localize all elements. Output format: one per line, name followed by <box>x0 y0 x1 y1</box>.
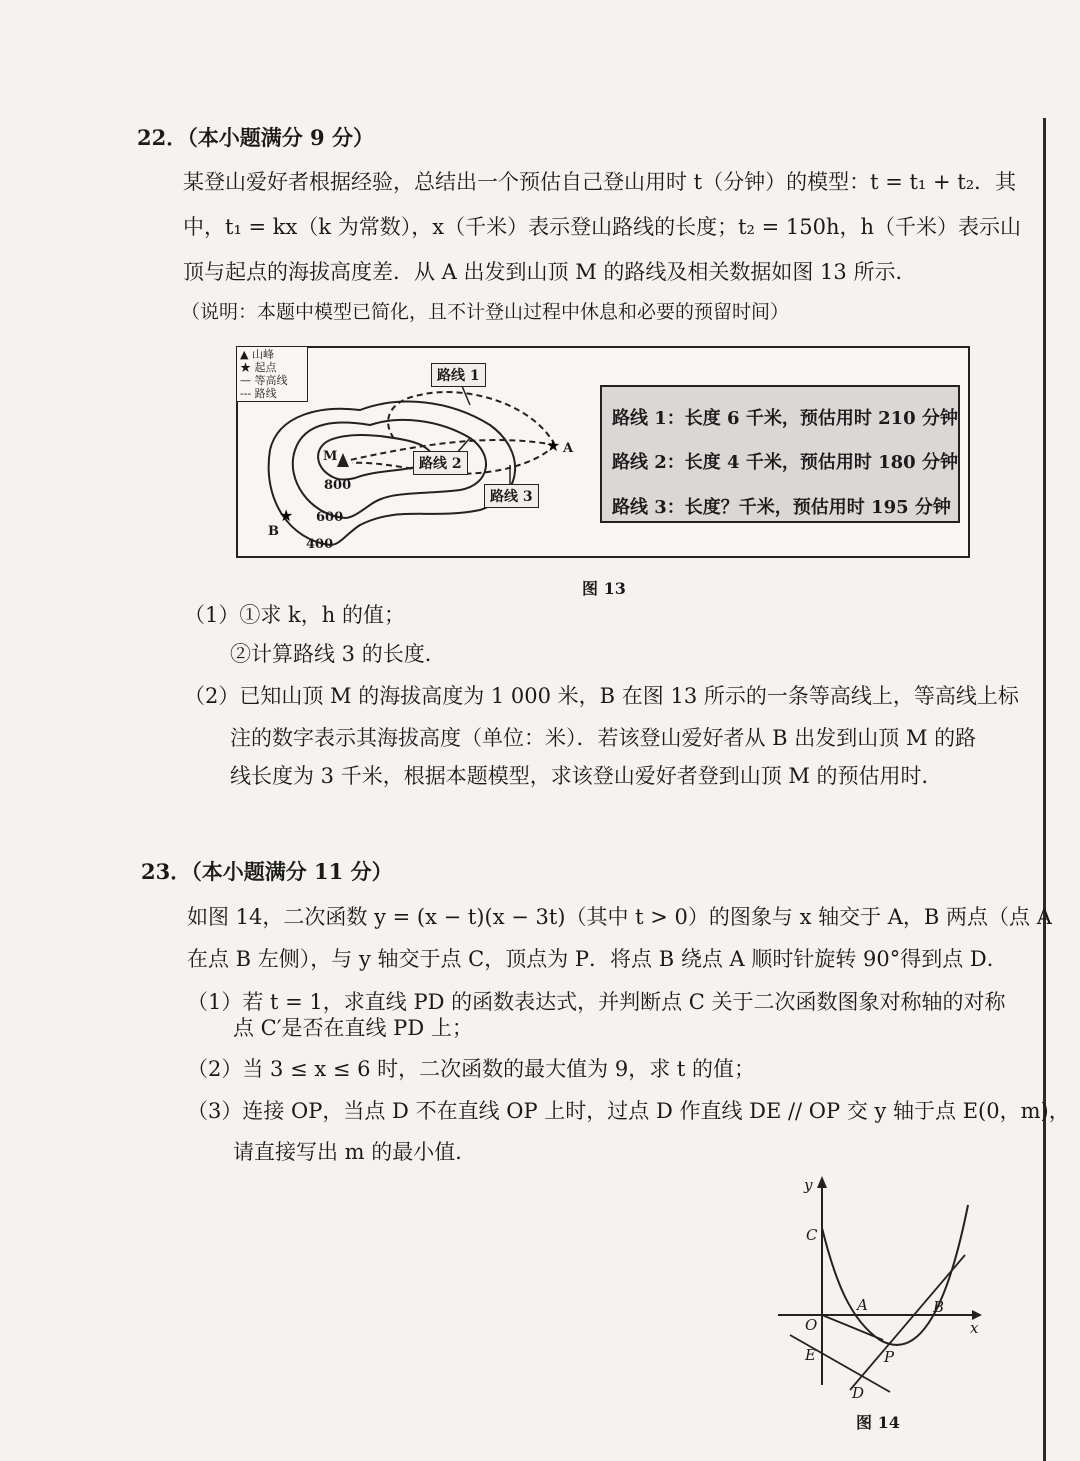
label-b: B <box>933 1298 945 1316</box>
q22-sub-2a: （2）已知山顶 M 的海拔高度为 1 000 米，B 在图 13 所示的一条等高线上，等高线上标 <box>184 684 1019 708</box>
route-3-info: 路线 3：长度？千米，预估用时 195 分钟 <box>612 497 951 518</box>
label-d: D <box>852 1384 865 1402</box>
label-x: x <box>970 1319 979 1337</box>
q22-para-2: 中，t₁ = kx（k 为常数），x（千米）表示登山路线的长度；t₂ = 150h，h（千米）表示山 <box>183 215 1022 239</box>
q22-header: 22．（本小题满分 9 分） <box>137 125 374 150</box>
line-pd <box>850 1255 965 1390</box>
q23-para-2: 在点 B 左侧），与 y 轴交于点 C，顶点为 P．将点 B 绕点 A 顺时针旋转 90°得到点 D． <box>187 947 1008 971</box>
line-op <box>822 1315 883 1340</box>
legend-start: ★ 起点 <box>240 361 277 374</box>
q22-sub-2c: 线长度为 3 千米，根据本题模型，求该登山爱好者登到山顶 M 的预估用时． <box>230 764 943 788</box>
q23-sub-1a: （1）若 t = 1，求直线 PD 的函数表达式，并判断点 C 关于二次函数图象对称轴的对称 <box>187 990 1006 1014</box>
figure-13-caption: 图 13 <box>582 579 626 598</box>
route-1-info: 路线 1：长度 6 千米，预估用时 210 分钟 <box>612 408 958 429</box>
label-a: A <box>563 441 574 456</box>
route-2-tag: 路线 2 <box>413 451 468 475</box>
q22-note: （说明：本题中模型已简化，且不计登山过程中休息和必要的预留时间） <box>181 301 790 323</box>
label-400: 400 <box>306 537 334 552</box>
label-c: C <box>806 1226 818 1244</box>
label-b: B <box>268 524 279 539</box>
label-a: A <box>857 1296 868 1314</box>
label-600: 600 <box>316 510 344 525</box>
label-o: O <box>805 1316 818 1334</box>
q22-sub-1a: （1）①求 k，h 的值； <box>184 603 405 627</box>
label-m: M <box>323 449 338 464</box>
route-2-info: 路线 2：长度 4 千米，预估用时 180 分钟 <box>612 452 958 473</box>
q23-para-1: 如图 14，二次函数 y = (x − t)(x − 3t)（其中 t > 0）的图象与 x 轴交于 A，B 两点（点 A <box>187 905 1052 929</box>
label-p: P <box>884 1348 895 1366</box>
figure-14-caption: 图 14 <box>856 1413 900 1432</box>
q23-sub-2: （2）当 3 ≤ x ≤ 6 时，二次函数的最大值为 9，求 t 的值； <box>187 1057 755 1081</box>
q22-para-3: 顶与起点的海拔高度差．从 A 出发到山顶 M 的路线及相关数据如图 13 所示． <box>183 260 917 284</box>
q23-sub-1b: 点 C′是否在直线 PD 上； <box>233 1016 473 1040</box>
start-star-b-icon: ★ <box>279 506 294 525</box>
legend-route: --- 路线 <box>240 387 277 400</box>
q23-header: 23．（本小题满分 11 分） <box>141 859 393 884</box>
q22-sub-1b: ②计算路线 3 的长度． <box>230 642 446 666</box>
label-e: E <box>805 1346 816 1364</box>
q22-sub-2b: 注的数字表示其海拔高度（单位：米）．若该登山爱好者从 B 出发到山顶 M 的路 <box>230 726 977 750</box>
legend-contour: — 等高线 <box>240 374 288 387</box>
label-800: 800 <box>324 478 352 493</box>
legend-peak: ▲ 山峰 <box>240 348 274 361</box>
route-3-tag: 路线 3 <box>484 484 539 508</box>
q23-sub-3a: （3）连接 OP，当点 D 不在直线 OP 上时，过点 D 作直线 DE // OP 交 y 轴于点 E(0，m)， <box>187 1099 1070 1123</box>
start-star-a-icon: ★ <box>546 436 561 455</box>
route-1-tag: 路线 1 <box>431 363 486 387</box>
q23-sub-3b: 请直接写出 m 的最小值． <box>233 1140 477 1164</box>
q22-para-1: 某登山爱好者根据经验，总结出一个预估自己登山用时 t（分钟）的模型：t = t₁ + t₂．其 <box>183 170 1017 194</box>
label-y: y <box>804 1176 813 1194</box>
